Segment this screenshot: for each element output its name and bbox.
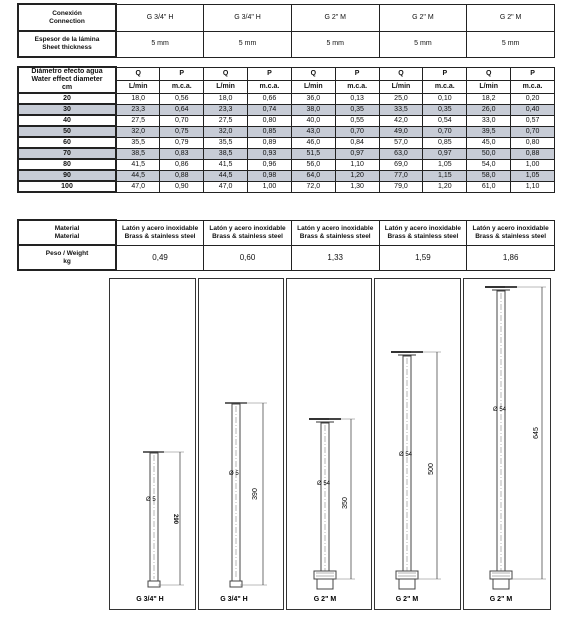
flow-p-cell: 0,35 [423, 104, 467, 115]
connection-caption: G 2" M [313, 596, 337, 603]
flow-q-cell: 57,0 [379, 137, 423, 148]
flow-q-cell: 38,5 [204, 148, 248, 159]
diameter-cell: 30 [18, 104, 116, 115]
flow-q-cell: 18,0 [116, 93, 160, 104]
flow-q-cell: 49,0 [379, 126, 423, 137]
connection-label [18, 4, 116, 31]
flow-p-cell: 0,10 [423, 93, 467, 104]
flow-q-cell: 38,0 [291, 104, 335, 115]
weight-value: 0,60 [204, 245, 292, 270]
flow-q-cell: 43,0 [291, 126, 335, 137]
flow-p-cell: 0,88 [511, 148, 555, 159]
flow-q-cell: 63,0 [379, 148, 423, 159]
flow-p-cell: 0,90 [160, 181, 204, 192]
flow-p-cell: 0,83 [160, 148, 204, 159]
col-p: P [248, 67, 292, 80]
dimension-label: 290 [172, 513, 178, 525]
flow-p-cell: 0,66 [248, 93, 292, 104]
connection-caption: G 3/4" H [220, 596, 248, 603]
flow-q-cell: 47,0 [116, 181, 160, 192]
flow-q-cell: 26,0 [467, 104, 511, 115]
flow-q-cell: 32,0 [204, 126, 248, 137]
diameter-cell: 100 [18, 181, 116, 192]
flow-q-cell: 44,5 [116, 170, 160, 181]
shower-drawing-2 [199, 279, 283, 609]
flow-header-en: Water effect diameter [31, 76, 103, 83]
flow-p-cell: 1,05 [511, 170, 555, 181]
flow-header-es: Diámetro efecto agua [31, 68, 103, 75]
connection-value: G 2" M [291, 4, 379, 31]
connection-label-en: Connection [49, 17, 85, 25]
material-line-1: Latón y acero inoxidable [209, 224, 286, 232]
flow-p-cell: 1,00 [248, 181, 292, 192]
thickness-value: 5 mm [291, 31, 379, 57]
flow-q-cell: 33,0 [467, 115, 511, 126]
col-q: Q [204, 67, 248, 80]
diameter-cell: 50 [18, 126, 116, 137]
material-label-en: Material [54, 232, 80, 240]
material-line-1: Latón y acero inoxidable [472, 224, 549, 232]
flow-q-cell: 44,5 [204, 170, 248, 181]
dimension-label: 390 [252, 488, 259, 500]
flow-p-cell: 1,20 [423, 181, 467, 192]
diameter-label: Ø 5 [229, 471, 239, 477]
col-p: P [423, 67, 467, 80]
diameter-cell: 70 [18, 148, 116, 159]
material-line-2: Brass & stainless steel [475, 232, 547, 240]
flow-p-cell: 1,10 [511, 181, 555, 192]
flow-row [18, 137, 555, 148]
connection-value: G 3/4" H [204, 4, 292, 31]
flow-q-cell: 40,0 [291, 115, 335, 126]
flow-q-cell: 41,5 [116, 159, 160, 170]
flow-p-cell: 0,70 [511, 126, 555, 137]
flow-row [18, 126, 555, 137]
weight-value: 1,59 [379, 245, 467, 270]
diameter-cell: 80 [18, 159, 116, 170]
col-q: Q [116, 67, 160, 80]
flow-row [18, 148, 555, 159]
drawing-panel-2 [198, 278, 284, 610]
weight-label-en: kg [63, 257, 71, 265]
material-value [291, 220, 379, 245]
flow-q-cell: 56,0 [291, 159, 335, 170]
flow-p-cell: 0,75 [160, 126, 204, 137]
diameter-cell: 40 [18, 115, 116, 126]
weight-label-es: Peso / Weight [45, 249, 89, 257]
flow-table-body [18, 93, 555, 192]
flow-p-cell: 0,80 [248, 115, 292, 126]
flow-q-cell: 69,0 [379, 159, 423, 170]
unit-p: m.c.a. [335, 80, 379, 93]
connection-value: G 2" M [379, 4, 467, 31]
connection-label-es: Conexión [52, 9, 82, 17]
dimension-label: 645 [533, 427, 540, 439]
flow-p-cell: 0,98 [248, 170, 292, 181]
dimension-label: 350 [342, 497, 349, 509]
material-table [17, 219, 555, 271]
col-p: P [511, 67, 555, 80]
flow-header-unit: cm [61, 84, 73, 91]
flow-p-cell: 0,70 [160, 115, 204, 126]
flow-p-cell: 0,80 [511, 137, 555, 148]
shower-drawing-3 [287, 279, 371, 609]
flow-p-cell: 0,79 [160, 137, 204, 148]
flow-row [18, 181, 555, 192]
flow-p-cell: 0,74 [248, 104, 292, 115]
material-value [116, 220, 204, 245]
thickness-value: 5 mm [204, 31, 292, 57]
flow-p-cell: 1,10 [335, 159, 379, 170]
flow-row [18, 170, 555, 181]
connection-value: G 3/4" H [116, 4, 204, 31]
diameter-label: Ø 54 [317, 481, 331, 487]
col-p: P [160, 67, 204, 80]
drawing-panel-1 [109, 278, 196, 610]
thickness-label-es: Espesor de la lámina [34, 36, 100, 43]
material-label-es: Material [54, 224, 80, 232]
flow-q-cell: 18,0 [204, 93, 248, 104]
flow-p-cell: 0,85 [423, 137, 467, 148]
drawing-panel-3 [286, 278, 372, 610]
flow-row [18, 104, 555, 115]
flow-p-cell: 0,85 [248, 126, 292, 137]
unit-q: L/min [467, 80, 511, 93]
shower-drawing-5 [464, 279, 550, 609]
material-line-2: Brass & stainless steel [212, 232, 283, 240]
flow-p-cell: 0,57 [511, 115, 555, 126]
flow-p-cell: 0,97 [335, 148, 379, 159]
unit-p: m.c.a. [511, 80, 555, 93]
flow-p-cell: 1,20 [335, 170, 379, 181]
flow-q-cell: 35,5 [116, 137, 160, 148]
diameter-cell: 90 [18, 170, 116, 181]
flow-p-cell: 1,15 [423, 170, 467, 181]
material-line-2: Brass & stainless steel [387, 232, 459, 240]
spec-table-top [17, 3, 555, 58]
unit-q: L/min [379, 80, 423, 93]
flow-q-cell: 27,5 [116, 115, 160, 126]
flow-p-cell: 0,64 [160, 104, 204, 115]
shower-drawing-1 [110, 279, 195, 609]
flow-q-cell: 47,0 [204, 181, 248, 192]
flow-q-cell: 27,5 [204, 115, 248, 126]
material-line-1: Latón y acero inoxidable [121, 224, 199, 232]
flow-q-cell: 23,3 [204, 104, 248, 115]
weight-label [18, 245, 116, 270]
flow-q-cell: 46,0 [291, 137, 335, 148]
flow-q-cell: 23,3 [116, 104, 160, 115]
diameter-label: Ø 54 [399, 452, 413, 458]
flow-p-cell: 0,35 [335, 104, 379, 115]
thickness-label [18, 31, 116, 57]
col-q: Q [291, 67, 335, 80]
weight-value: 1,33 [291, 245, 379, 270]
thickness-label-en: Sheet thickness [42, 44, 92, 51]
material-line-1: Latón y acero inoxidable [297, 224, 374, 232]
weight-value: 0,49 [116, 245, 204, 270]
flow-row [18, 159, 555, 170]
drawing-panel-4 [374, 278, 461, 610]
material-line-2: Brass & stainless steel [299, 232, 371, 240]
col-q: Q [379, 67, 423, 80]
material-value [379, 220, 467, 245]
flow-q-cell: 50,0 [467, 148, 511, 159]
flow-p-cell: 1,05 [423, 159, 467, 170]
flow-p-cell: 0,89 [248, 137, 292, 148]
flow-q-cell: 25,0 [379, 93, 423, 104]
unit-q: L/min [116, 80, 160, 93]
dimension-label: 500 [428, 463, 435, 475]
unit-q: L/min [291, 80, 335, 93]
flow-p-cell: 0,56 [160, 93, 204, 104]
flow-q-cell: 33,5 [379, 104, 423, 115]
flow-p-cell: 0,97 [423, 148, 467, 159]
flow-q-cell: 38,5 [116, 148, 160, 159]
flow-q-cell: 61,0 [467, 181, 511, 192]
weight-value: 1,86 [467, 245, 555, 270]
flow-p-cell: 0,86 [160, 159, 204, 170]
flow-q-cell: 41,5 [204, 159, 248, 170]
col-p: P [335, 67, 379, 80]
material-label [18, 220, 116, 245]
material-line-2: Brass & stainless steel [124, 232, 196, 240]
connection-value: G 2" M [467, 4, 555, 31]
flow-q-cell: 79,0 [379, 181, 423, 192]
unit-p: m.c.a. [423, 80, 467, 93]
flow-q-cell: 36,0 [291, 93, 335, 104]
flow-p-cell: 0,70 [423, 126, 467, 137]
flow-q-cell: 51,5 [291, 148, 335, 159]
flow-q-cell: 64,0 [291, 170, 335, 181]
flow-p-cell: 0,13 [335, 93, 379, 104]
flow-table [17, 66, 555, 193]
flow-p-cell: 1,00 [511, 159, 555, 170]
thickness-value: 5 mm [116, 31, 204, 57]
flow-p-cell: 0,70 [335, 126, 379, 137]
flow-q-cell: 39,5 [467, 126, 511, 137]
flow-p-cell: 0,93 [248, 148, 292, 159]
flow-p-cell: 0,84 [335, 137, 379, 148]
flow-p-cell: 0,55 [335, 115, 379, 126]
flow-p-cell: 0,40 [511, 104, 555, 115]
flow-header-label [18, 67, 116, 93]
flow-q-cell: 42,0 [379, 115, 423, 126]
material-line-1: Latón y acero inoxidable [384, 224, 462, 232]
connection-caption: G 2" M [395, 596, 419, 603]
thickness-value: 5 mm [467, 31, 555, 57]
flow-p-cell: 0,54 [423, 115, 467, 126]
flow-q-cell: 32,0 [116, 126, 160, 137]
flow-q-cell: 18,2 [467, 93, 511, 104]
flow-p-cell: 1,30 [335, 181, 379, 192]
unit-p: m.c.a. [248, 80, 292, 93]
flow-row [18, 115, 555, 126]
diameter-label: Ø 5 [146, 497, 156, 503]
flow-q-cell: 54,0 [467, 159, 511, 170]
flow-row [18, 93, 555, 104]
flow-p-cell: 0,96 [248, 159, 292, 170]
connection-caption: G 2" M [489, 596, 513, 603]
flow-q-cell: 45,0 [467, 137, 511, 148]
flow-q-cell: 58,0 [467, 170, 511, 181]
col-q: Q [467, 67, 511, 80]
material-value [204, 220, 292, 245]
flow-q-cell: 72,0 [291, 181, 335, 192]
diameter-cell: 60 [18, 137, 116, 148]
flow-q-cell: 77,0 [379, 170, 423, 181]
flow-q-cell: 35,5 [204, 137, 248, 148]
diameter-cell: 20 [18, 93, 116, 104]
flow-p-cell: 0,20 [511, 93, 555, 104]
material-value [467, 220, 555, 245]
flow-p-cell: 0,88 [160, 170, 204, 181]
diameter-label: Ø 54 [493, 407, 507, 413]
connection-caption: G 3/4" H [136, 596, 164, 603]
unit-q: L/min [204, 80, 248, 93]
drawing-panel-5 [463, 278, 551, 610]
unit-p: m.c.a. [160, 80, 204, 93]
thickness-value: 5 mm [379, 31, 467, 57]
shower-drawing-4 [375, 279, 460, 609]
